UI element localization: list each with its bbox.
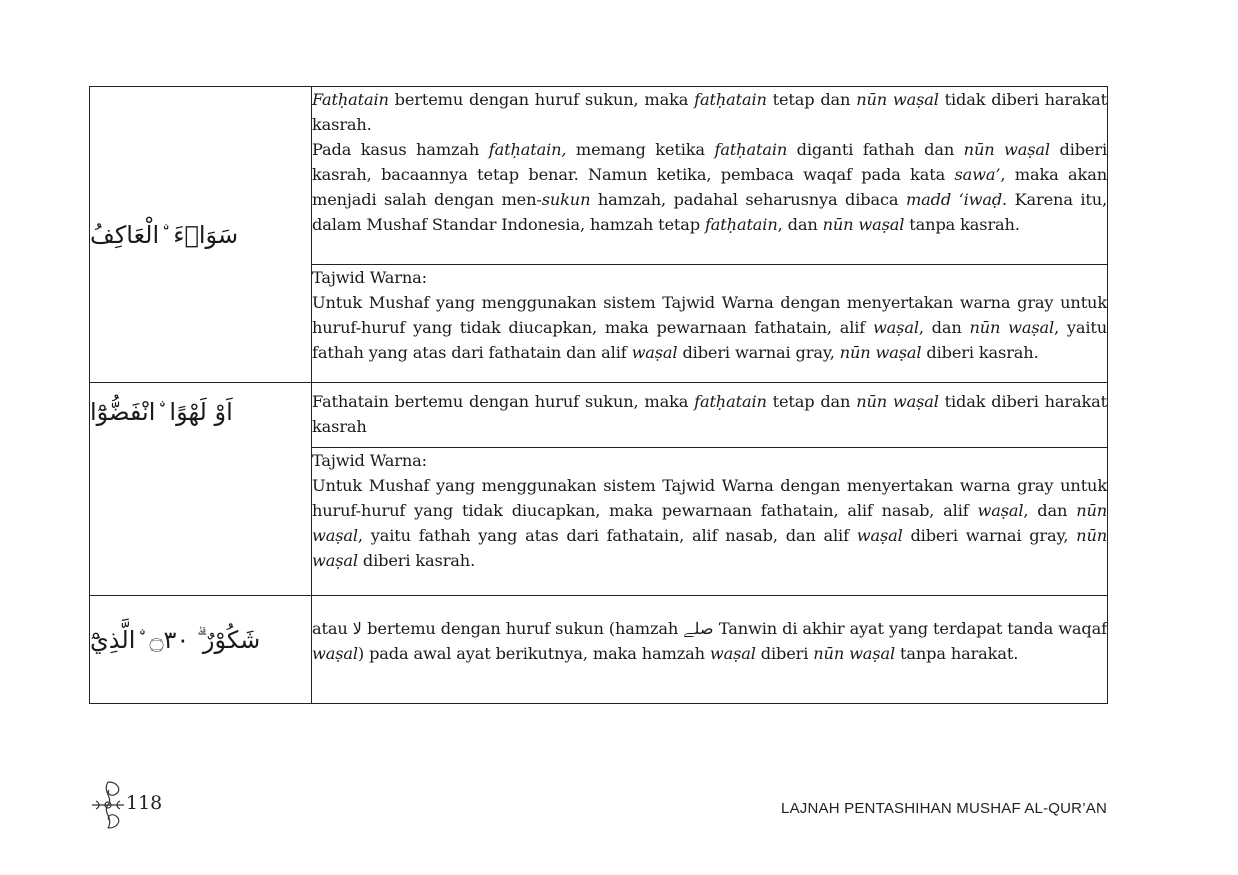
italic-term: nūn waṣal — [813, 644, 895, 663]
text-run: tanpa harakat. — [894, 644, 1019, 663]
text-run: Untuk Mushaf yang menggunakan sistem Tajwid Warna dengan menyertakan warna gray untuk huruf-huruf yang tidak diucapkan, maka pewarnaan fathatain, alif — [312, 293, 1107, 337]
text-run: diberi warnai gray, — [677, 343, 840, 362]
italic-term: Fatḥatain — [312, 90, 389, 109]
text-run: Tajwid Warna: — [312, 268, 427, 287]
text-run: tetap dan — [766, 90, 857, 109]
description-paragraph — [312, 265, 1107, 290]
arabic-cell — [90, 383, 312, 596]
italic-term: waṣal — [856, 526, 903, 545]
description-paragraph — [312, 87, 1107, 137]
italic-term: sukun — [541, 190, 591, 209]
italic-term: nūn waṣal — [312, 526, 1107, 570]
text-run: tetap dan — [766, 392, 857, 411]
text-run: ) pada awal ayat berikutnya, maka hamzah — [357, 644, 710, 663]
text-run: tidak diberi harakat kasrah. — [312, 90, 1108, 134]
italic-term: nūn waṣal — [963, 140, 1050, 159]
italic-term: fatḥatain — [694, 90, 767, 109]
italic-term: fatḥatain — [704, 215, 778, 234]
floral-ornament-icon — [88, 778, 128, 832]
text-run: Pada kasus hamzah — [312, 140, 489, 159]
text-run: tidak diberi harakat kasrah — [312, 392, 1108, 436]
text-run: , yaitu fathah yang atas dari fathatain, alif nasab, dan alif — [357, 526, 857, 545]
content-table — [89, 86, 1108, 704]
description-paragraph — [312, 448, 1107, 473]
italic-term: waṣal — [631, 343, 678, 362]
text-run: . Karena itu, dalam Mushaf Standar Indonesia, hamzah tetap — [312, 190, 1108, 234]
page-footer-left — [88, 778, 162, 832]
text-run: Tajwid Warna: — [312, 451, 427, 470]
text-run: , dan — [918, 318, 970, 337]
italic-term: waṣal — [977, 501, 1024, 520]
description-cell — [312, 596, 1108, 704]
text-run: diberi kasrah. — [921, 343, 1039, 362]
description-paragraph — [312, 389, 1107, 439]
text-run: , dan — [777, 215, 823, 234]
text-run: tanpa kasrah. — [904, 215, 1020, 234]
text-run: , maka akan menjadi salah dengan men- — [312, 165, 1107, 209]
arabic-text: اَوْ لَهْوًا ۨانْفَضُّوْٓا — [90, 398, 233, 426]
text-run: , dan — [1023, 501, 1077, 520]
table-row — [90, 596, 1108, 704]
italic-term: nūn waṣal — [312, 501, 1108, 545]
italic-term: waṣal — [872, 318, 919, 337]
italic-term: nūn waṣal — [822, 215, 905, 234]
description-cell — [312, 87, 1108, 265]
italic-term: fatḥatain — [714, 140, 788, 159]
italic-term: fatḥatain, — [488, 140, 567, 159]
text-run: diberi kasrah. — [357, 551, 476, 570]
description-cell — [312, 265, 1108, 383]
text-run: hamzah, padahal seharusnya dibaca — [590, 190, 906, 209]
arabic-text: سَوَاۤءَ ۨالْعَاكِفُ — [90, 220, 239, 249]
italic-term: nūn waṣal — [856, 392, 939, 411]
italic-term: nūn waṣal — [969, 318, 1055, 337]
arabic-text: شَكُوْرٌ ۗ ۝٣٠ ۨالَّذِيْٓ — [90, 625, 261, 654]
text-run: atau ﻻ bertemu dengan huruf sukun (hamzah ﺻﻠﮯ Tanwin di akhir ayat yang terdapat tanda waqaf — [312, 619, 1107, 638]
description-paragraph — [312, 137, 1107, 237]
italic-term: nūn waṣal — [839, 343, 922, 362]
italic-term: madd ‘iwaḍ — [905, 190, 1003, 209]
description-cell — [312, 383, 1108, 448]
table-row — [90, 87, 1108, 265]
publisher-name: LAJNAH PENTASHIHAN MUSHAF AL-QUR’AN — [781, 800, 1107, 817]
italic-term: fatḥatain — [694, 392, 767, 411]
text-run: , yaitu fathah yang atas dari fathatain dan alif — [312, 318, 1108, 362]
page-number: 118 — [126, 792, 163, 814]
italic-term: waṣal — [709, 644, 756, 663]
description-paragraph — [312, 616, 1107, 666]
italic-term: waṣal — [312, 644, 358, 663]
text-run: diberi — [755, 644, 814, 663]
table-row — [90, 383, 1108, 448]
text-run: Fathatain bertemu dengan huruf sukun, maka — [312, 392, 695, 411]
arabic-cell — [90, 596, 312, 704]
text-run: diberi kasrah, bacaannya tetap benar. Namun ketika, pembaca waqaf pada kata — [312, 140, 1107, 184]
description-paragraph — [312, 473, 1107, 573]
text-run: diberi warnai gray, — [902, 526, 1077, 545]
italic-term: nūn waṣal — [856, 90, 939, 109]
description-paragraph — [312, 290, 1107, 365]
text-run: Untuk Mushaf yang menggunakan sistem Tajwid Warna dengan menyertakan warna gray untuk huruf-huruf yang tidak diucapkan, maka pewarnaan fathatain, alif nasab, alif — [312, 476, 1107, 520]
text-run: memang ketika — [566, 140, 715, 159]
text-run: diganti fathah dan — [787, 140, 964, 159]
description-cell — [312, 448, 1108, 596]
text-run: bertemu dengan huruf sukun, maka — [388, 90, 695, 109]
italic-term: sawa’ — [954, 165, 1001, 184]
arabic-cell — [90, 87, 312, 383]
